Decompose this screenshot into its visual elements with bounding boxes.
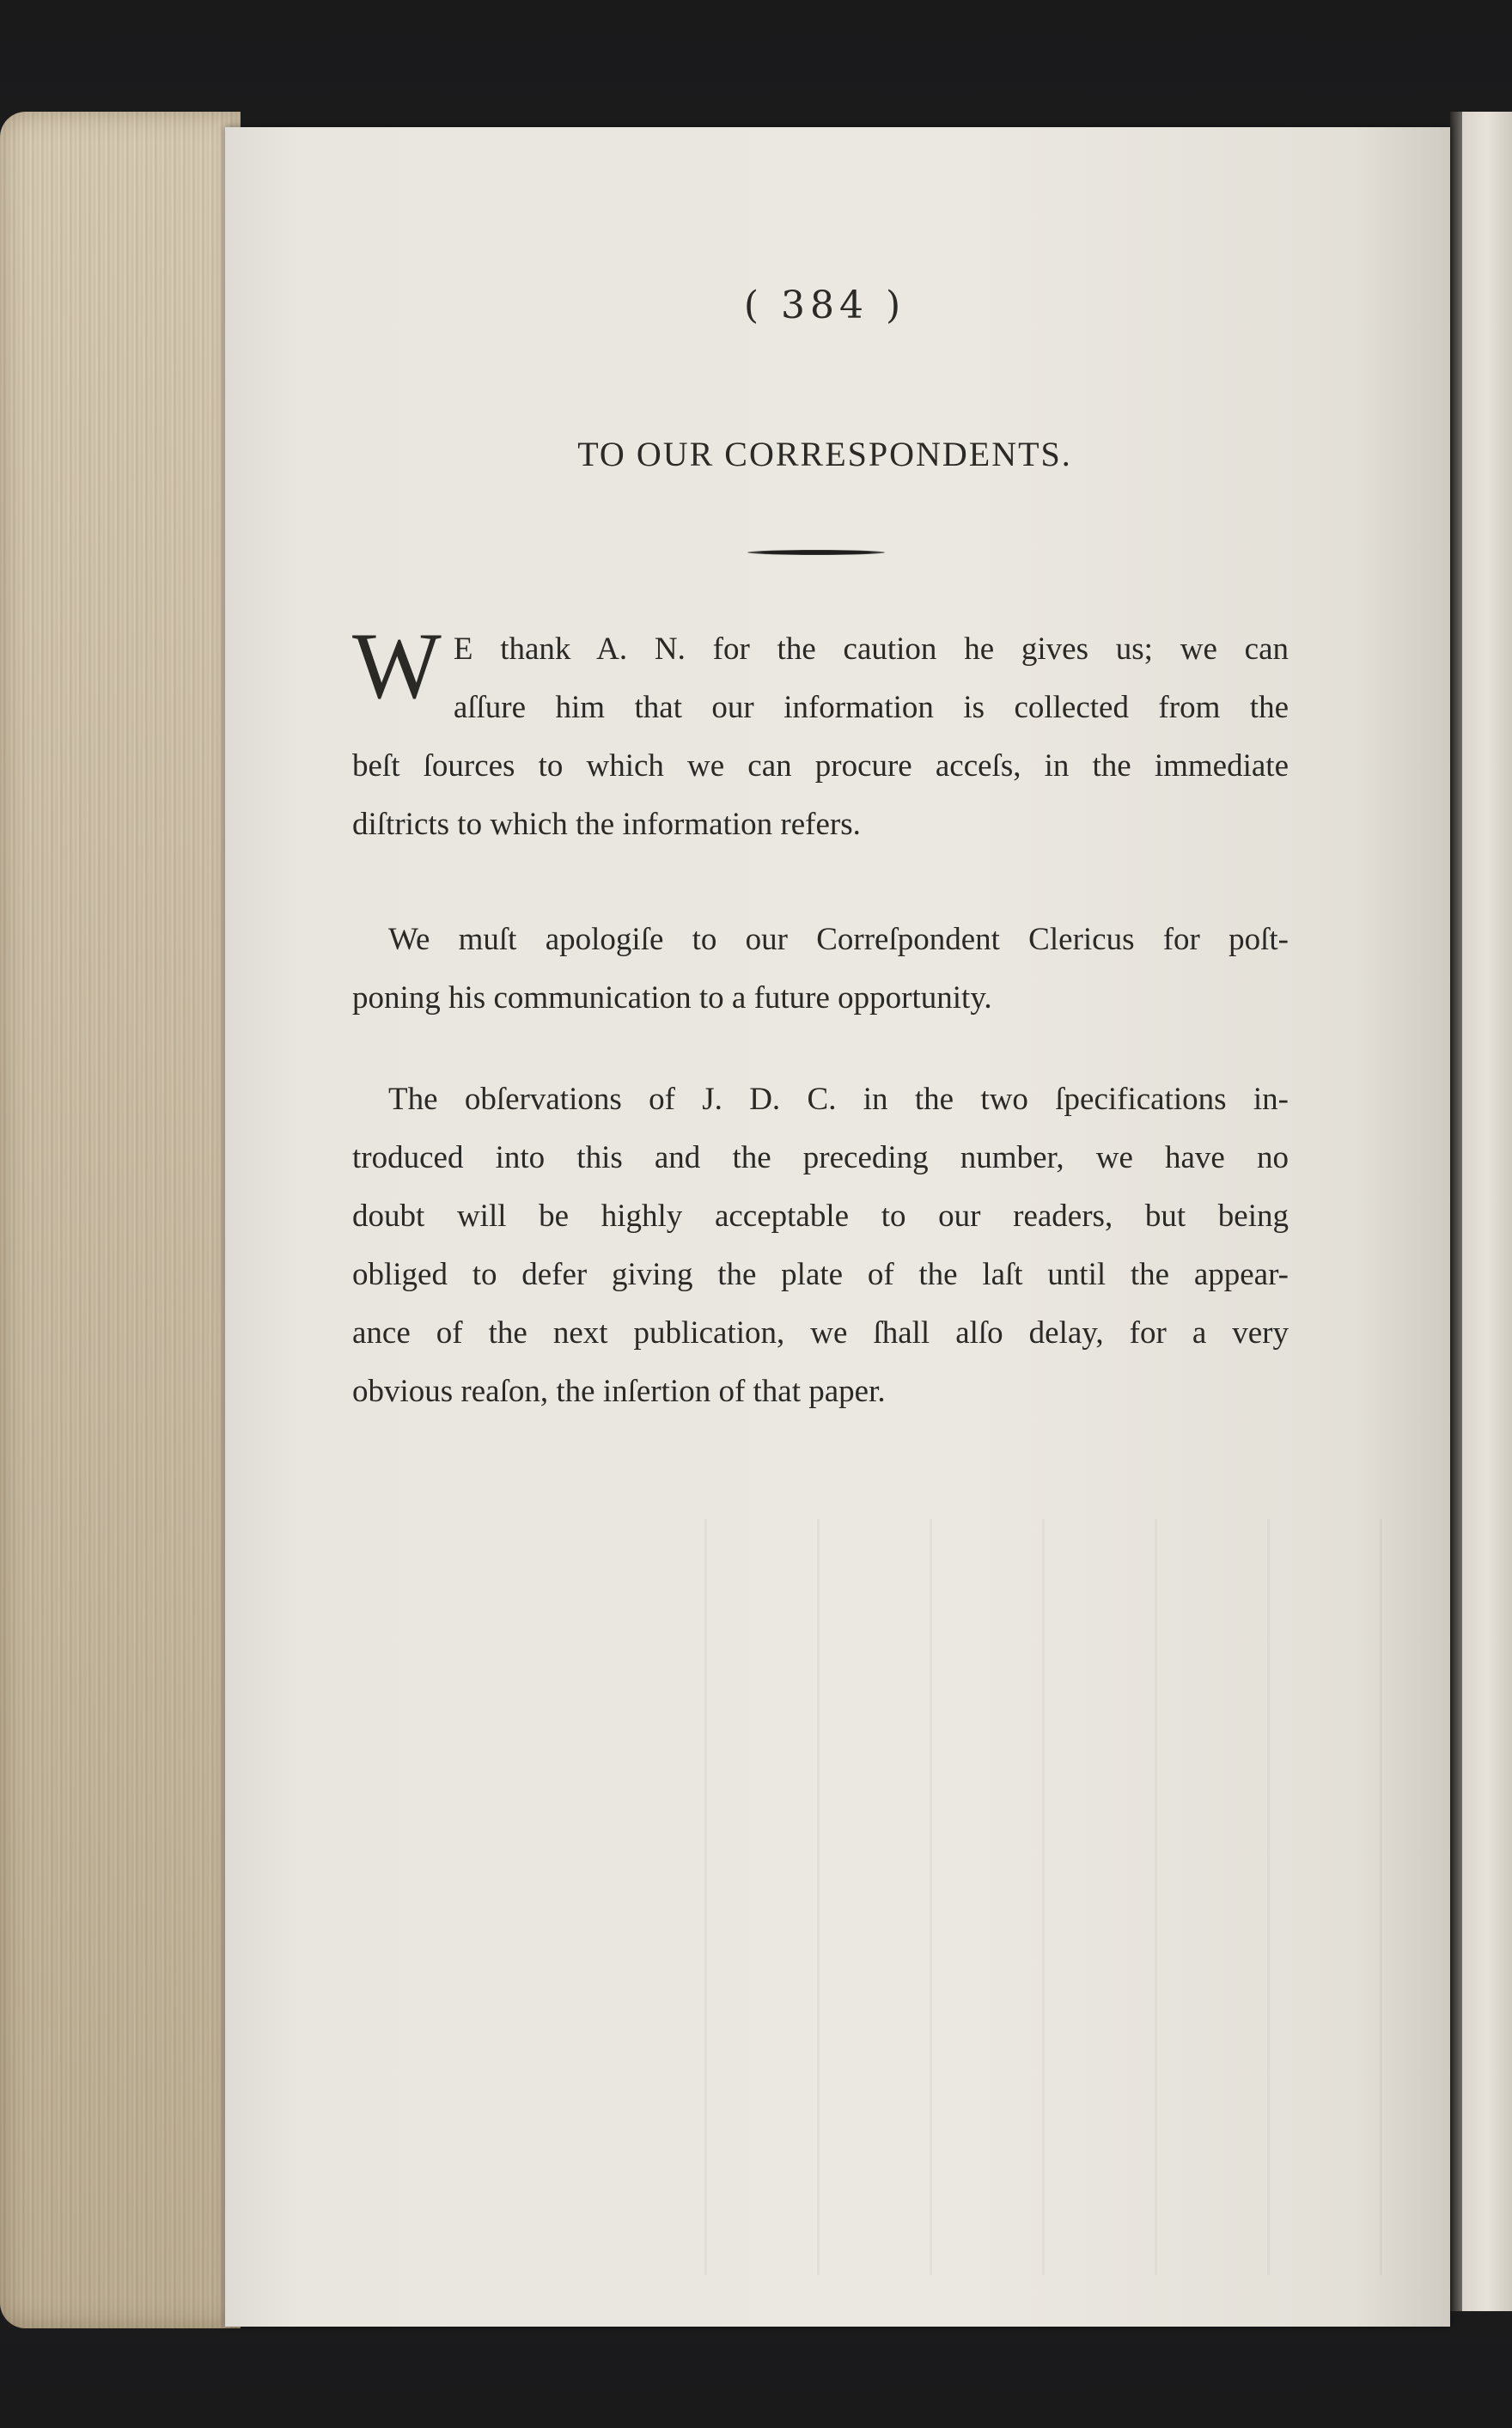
paragraph-line: obvious reaſon, the inſertion of that paper. xyxy=(352,1374,886,1409)
drop-cap: W xyxy=(352,613,442,718)
paragraph-line: troduced into this and the preceding number, we have no xyxy=(352,1140,1289,1175)
bleed-through-table xyxy=(594,1519,1419,2275)
paragraph-line: We muſt apologiſe to our Correſpondent Clericus for poſt- xyxy=(388,922,1289,957)
page-edges-shading xyxy=(0,112,241,2328)
paragraph-2 xyxy=(352,911,1289,1028)
paragraph-3 xyxy=(352,1071,1289,1421)
page-edges-stack xyxy=(0,112,241,2328)
page-number: ( 384 ) xyxy=(743,284,906,327)
paragraph-line: E thank A. N. for the caution he gives us; we can xyxy=(453,631,1289,667)
paragraph-line: poning his communication to a future opportunity. xyxy=(352,980,992,1016)
paragraph-line: ance of the next publication, we ſhall alſo delay, for a very xyxy=(352,1315,1289,1351)
page-heading: TO OUR CORRESPONDENTS. xyxy=(577,435,1072,473)
paragraph-line: aſſure him that our information is collected from the xyxy=(453,690,1289,725)
paragraph-line: beſt ſources to which we can procure acceſs, in the immediate xyxy=(352,748,1289,784)
paragraph-1 xyxy=(352,613,1289,854)
book-gutter xyxy=(1450,112,1462,2311)
paragraph-line: The obſervations of J. D. C. in the two ſpecifications in- xyxy=(388,1082,1289,1117)
ornamental-rule xyxy=(747,550,885,555)
paragraph-line: diſtricts to which the information refers. xyxy=(352,807,861,842)
paragraph-line: doubt will be highly acceptable to our readers, but being xyxy=(352,1199,1289,1234)
paragraph-line: obliged to defer giving the plate of the laſt until the appear- xyxy=(352,1257,1289,1292)
